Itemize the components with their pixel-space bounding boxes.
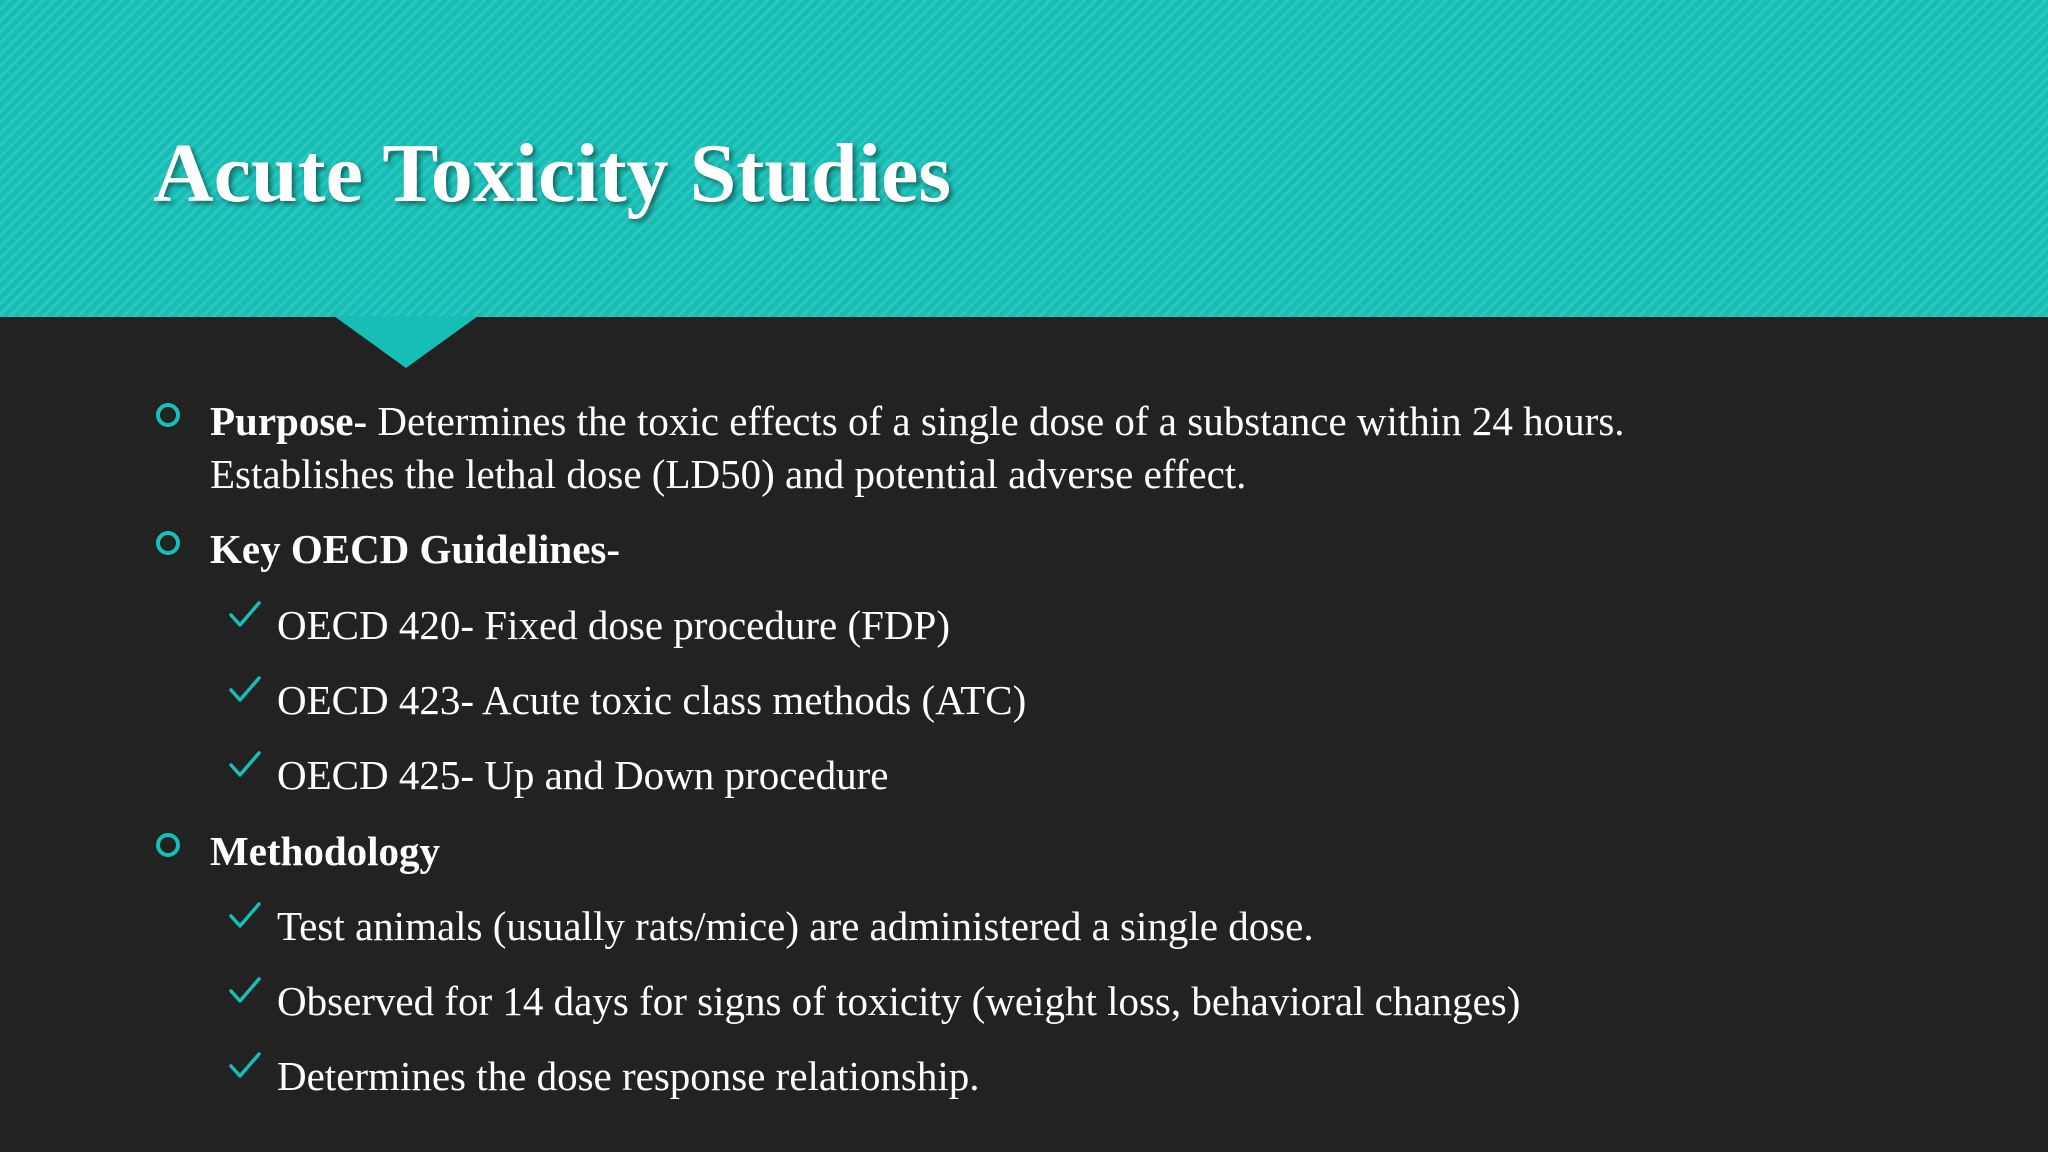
methodology-item: Test animals (usually rats/mice) are administered a single dose. [277,903,1314,949]
circle-bullet-icon [156,531,180,555]
checkmark-icon [228,598,262,632]
checkmark-icon [228,673,262,707]
guideline-item: OECD 423- Acute toxic class methods (ATC) [277,677,1027,723]
circle-bullet-icon [156,833,180,857]
purpose-line-2: Establishes the lethal dose (LD50) and potential adverse effect. [210,451,1247,497]
methodology-label: Methodology [210,828,441,874]
checkmark-icon [228,974,262,1008]
methodology-item: Observed for 14 days for signs of toxicity (weight loss, behavioral changes) [277,978,1521,1024]
purpose-label: Purpose- [210,398,368,444]
guidelines-heading [210,523,620,576]
checkmark-icon [228,1049,262,1083]
guidelines-label: Key OECD Guidelines- [210,526,621,572]
methodology-item: Determines the dose response relationship. [277,1053,980,1099]
circle-bullet-icon [156,403,180,427]
slide-title: Acute Toxicity Studies [153,127,952,220]
checkmark-icon [228,899,262,933]
purpose-line-1 [210,395,1625,448]
guideline-item: OECD 420- Fixed dose procedure (FDP) [277,602,950,648]
methodology-heading [210,825,440,878]
guideline-item: OECD 425- Up and Down procedure [277,752,889,798]
checkmark-icon [228,748,262,782]
purpose-text: Determines the toxic effects of a single dose of a substance within 24 hours. [367,398,1625,444]
